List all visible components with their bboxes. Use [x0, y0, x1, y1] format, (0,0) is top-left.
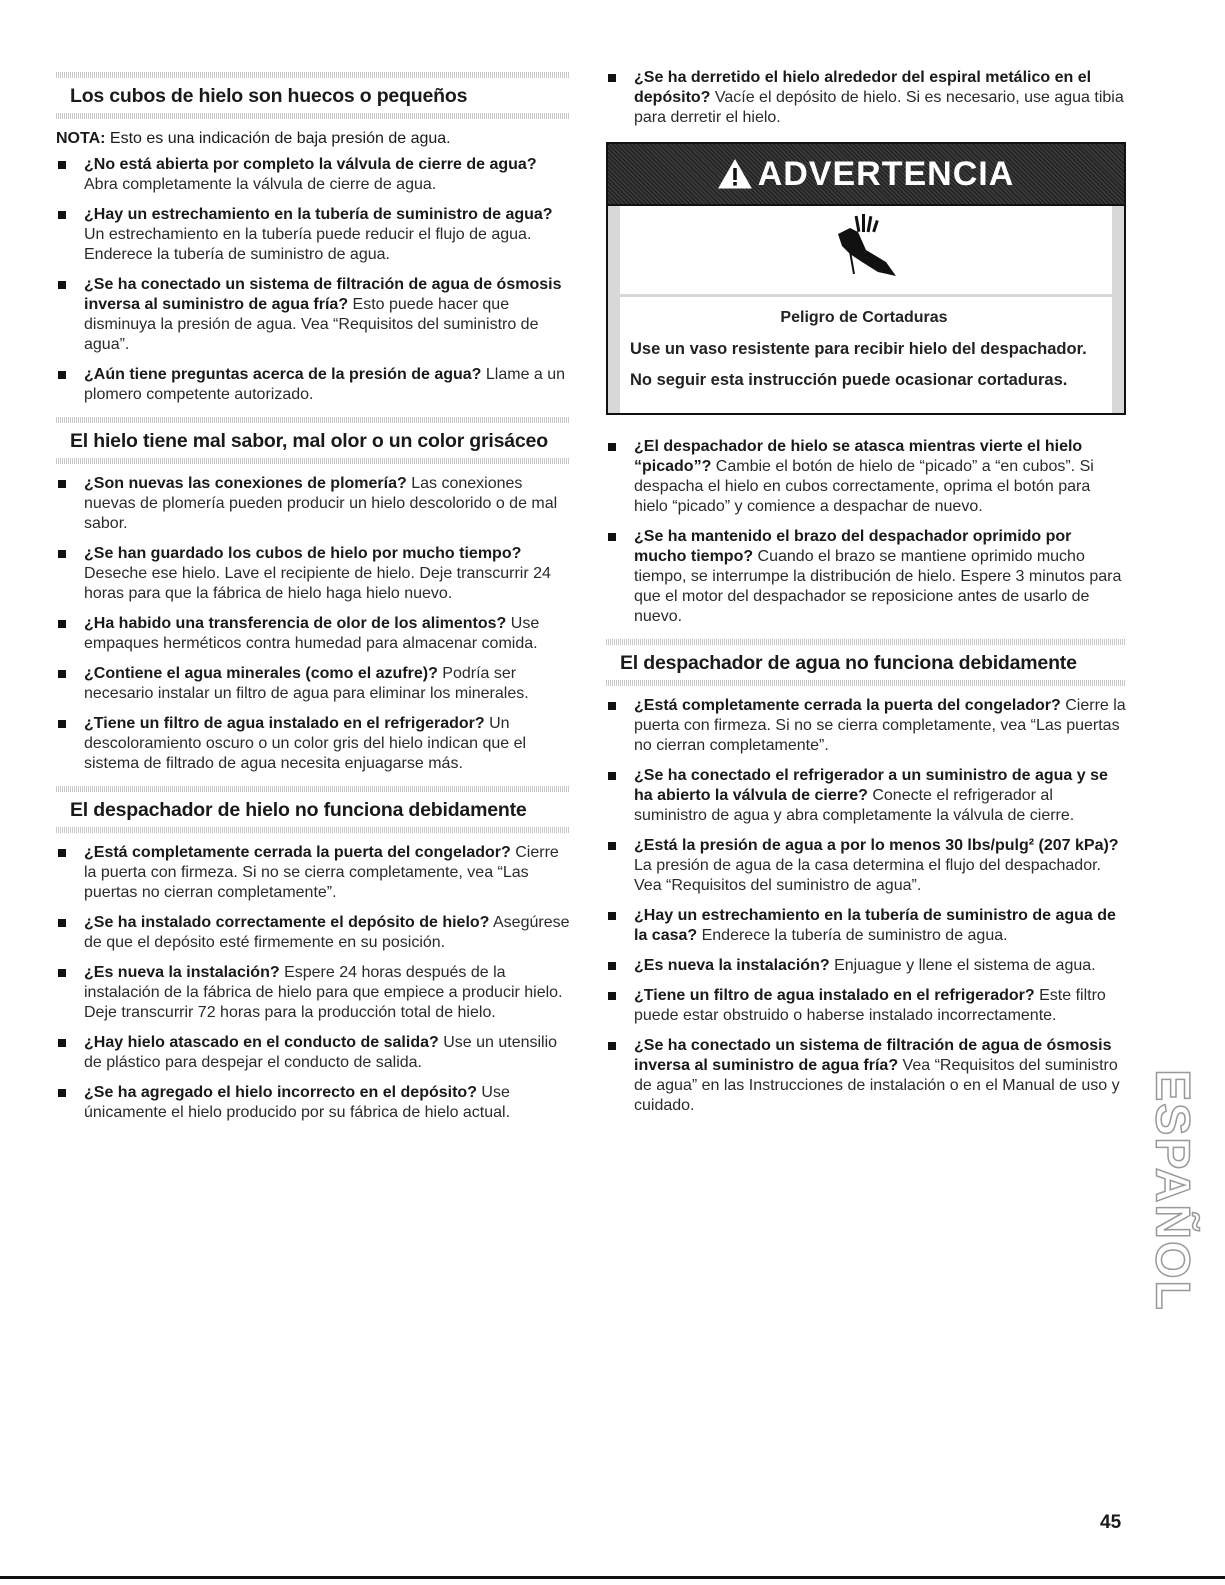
answer: Use empaques herméticos contra humedad para almacenar comida. — [84, 615, 540, 652]
answer: Esto puede hacer que disminuya la presión de agua. Vea “Requisitos del suministro de agua”. — [84, 296, 539, 353]
question: ¿Tiene un filtro de agua instalado en el refrigerador? — [84, 715, 485, 732]
warning-line: Use un vaso resistente para recibir hielo del despachador. — [630, 340, 1087, 358]
answer: Vacíe el depósito de hielo. Si es necesario, use agua tibia para derretir el hielo. — [634, 89, 1124, 126]
answer: Enjuague y llene el sistema de agua. — [829, 957, 1096, 974]
question: ¿Se ha conectado un sistema de filtración de agua de ósmosis inversa al suministro de agua fría? — [84, 276, 562, 313]
bullet — [608, 74, 616, 82]
answer: Use un utensilio de plástico para despejar el conducto de salida. — [84, 1034, 558, 1071]
question: ¿Contiene el agua minerales (como el azufre)? — [84, 665, 438, 682]
list-item — [606, 68, 1126, 128]
answer: Un descoloramiento oscuro o un color gris del hielo indican que el sistema de filtrado de agua necesita enjuagarse más. — [84, 715, 527, 772]
question: ¿Se han guardado los cubos de hielo por mucho tiempo? — [84, 545, 522, 562]
question: ¿Se ha conectado el refrigerador a un suministro de agua y se ha abierto la válvula de cierre? — [634, 767, 1108, 804]
list-item — [606, 696, 1126, 756]
answer: Cuando el brazo se mantiene oprimido mucho tiempo, se interrumpe la distribución de hielo. Espere 3 minutos para que el motor del despachador se reposicione antes de usarlo de nuevo. — [634, 548, 1122, 625]
bullet — [608, 772, 616, 780]
answer: Conecte el refrigerador al suministro de agua y abra completamente la válvula de cierre. — [634, 787, 1075, 824]
warning-box — [606, 142, 1126, 415]
bullet — [58, 919, 66, 927]
list-item — [56, 913, 570, 953]
question: ¿Está completamente cerrada la puerta del congelador? — [634, 697, 1061, 714]
list-item — [56, 843, 570, 903]
bullet — [608, 842, 616, 850]
language-tab-label: ESPAÑOL — [1145, 1068, 1199, 1312]
hazard-icon-area — [620, 206, 1112, 294]
warning-triangle-icon — [718, 159, 752, 189]
bullet — [58, 969, 66, 977]
list — [56, 843, 570, 1123]
answer: Cierre la puerta con firmeza. Si no se cierra completamente, vea “Las puertas no cierran completamente”. — [634, 697, 1126, 754]
question: ¿Hay hielo atascado en el conducto de salida? — [84, 1034, 439, 1051]
bullet — [58, 161, 66, 169]
heading-rule — [56, 113, 570, 119]
question: ¿Tiene un filtro de agua instalado en el refrigerador? — [634, 987, 1035, 1004]
heading-rule — [606, 680, 1126, 686]
warning-body — [608, 206, 1124, 413]
answer: Este filtro puede estar obstruido o haberse instalado incorrectamente. — [634, 987, 1106, 1024]
list — [606, 437, 1126, 627]
bullet — [58, 480, 66, 488]
question: ¿Está completamente cerrada la puerta del congelador? — [84, 844, 511, 861]
section-heading — [56, 786, 570, 833]
answer: Cambie el botón de hielo de “picado” a “en cubos”. Si despacha el hielo en cubos correctamente, oprima el botón para hielo “picado” y comience a despachar de nuevo. — [634, 458, 1094, 515]
answer: Use únicamente el hielo producido por su fábrica de hielo actual. — [84, 1084, 511, 1121]
bullet — [608, 1042, 616, 1050]
answer: Abra completamente la válvula de cierre de agua. — [84, 176, 437, 193]
bullet — [608, 992, 616, 1000]
heading-text: El hielo tiene mal sabor, mal olor o un color grisáceo — [70, 430, 548, 452]
list-item — [56, 714, 570, 774]
bullet — [58, 371, 66, 379]
section-heading — [56, 72, 570, 119]
warning-text — [620, 297, 1112, 413]
answer: Podría ser necesario instalar un filtro de agua para eliminar los minerales. — [84, 665, 529, 702]
list-item — [606, 956, 1126, 976]
warning-header — [608, 144, 1124, 206]
answer: Vea “Requisitos del suministro de agua” en las Instrucciones de instalación o en el Manual de uso y cuidado. — [634, 1057, 1120, 1114]
question: ¿Se ha agregado el hielo incorrecto en el depósito? — [84, 1084, 477, 1101]
note-text: Esto es una indicación de baja presión de agua. — [105, 130, 451, 147]
bullet — [58, 281, 66, 289]
question: ¿Se ha derretido el hielo alrededor del espiral metálico en el depósito? — [634, 69, 1092, 106]
question: ¿Se ha instalado correctamente el depósito de hielo? — [84, 914, 490, 931]
bullet — [58, 720, 66, 728]
bullet — [608, 702, 616, 710]
question: ¿Son nuevas las conexiones de plomería? — [84, 475, 407, 492]
list-item — [56, 1083, 570, 1123]
bullet — [608, 912, 616, 920]
question: ¿Ha habido una transferencia de olor de los alimentos? — [84, 615, 507, 632]
list-item — [56, 155, 570, 195]
list — [606, 68, 1126, 128]
note — [56, 129, 570, 149]
question: ¿Es nueva la instalación? — [634, 957, 830, 974]
language-tab — [1142, 1040, 1202, 1340]
list-item — [56, 544, 570, 604]
page-number: 45 — [1100, 1512, 1122, 1533]
answer: Las conexiones nuevas de plomería pueden producir un hielo descolorido o de mal sabor. — [84, 475, 558, 532]
heading-text: Los cubos de hielo son huecos o pequeños — [70, 85, 468, 107]
question: ¿El despachador de hielo se atasca mientras vierte el hielo “picado”? — [634, 438, 1083, 475]
bullet — [58, 849, 66, 857]
warning-subtitle: Peligro de Cortaduras — [780, 309, 948, 326]
list — [56, 474, 570, 774]
list-item — [606, 527, 1126, 627]
list-item — [56, 365, 570, 405]
heading-rule — [56, 827, 570, 833]
list-item — [606, 1036, 1126, 1116]
note-label: NOTA: — [56, 130, 106, 147]
heading-text: El despachador de hielo no funciona debidamente — [70, 799, 527, 821]
list-item — [56, 664, 570, 704]
heading-rule — [56, 458, 570, 464]
list-item — [606, 906, 1126, 946]
list — [606, 696, 1126, 1116]
answer: Llame a un plomero competente autorizado. — [84, 366, 566, 403]
page-bottom-rule — [0, 1576, 1225, 1579]
list-item — [56, 474, 570, 534]
bullet — [58, 620, 66, 628]
list-item — [56, 275, 570, 355]
question: ¿Aún tiene preguntas acerca de la presión de agua? — [84, 366, 482, 383]
answer: Un estrechamiento en la tubería puede reducir el flujo de agua. Enderece la tubería de suministro de agua. — [84, 226, 532, 263]
cut-hand-icon — [826, 210, 906, 290]
bullet — [608, 533, 616, 541]
answer: Enderece la tubería de suministro de agua. — [697, 927, 1008, 944]
list-item — [56, 205, 570, 265]
answer: Deseche ese hielo. Lave el recipiente de hielo. Deje transcurrir 24 horas para que la fábrica de hielo haga hielo nuevo. — [84, 565, 551, 602]
bullet — [58, 550, 66, 558]
question: ¿Se ha mantenido el brazo del despachador oprimido por mucho tiempo? — [634, 528, 1072, 565]
section-heading — [606, 639, 1126, 686]
list-item — [606, 766, 1126, 826]
list-item — [56, 614, 570, 654]
section-heading — [56, 417, 570, 464]
list-item — [56, 1033, 570, 1073]
bullet — [608, 443, 616, 451]
bullet — [58, 1089, 66, 1097]
heading-text: El despachador de agua no funciona debidamente — [620, 652, 1077, 674]
answer: Asegúrese de que el depósito esté firmemente en su posición. — [84, 914, 570, 951]
question: ¿Es nueva la instalación? — [84, 964, 280, 981]
right-column — [606, 60, 1126, 1126]
warning-line: No seguir esta instrucción puede ocasionar cortaduras. — [630, 371, 1068, 389]
question: ¿Está la presión de agua a por lo menos 30 lbs/pulg² (207 kPa)? — [634, 837, 1119, 854]
bullet — [608, 962, 616, 970]
answer: Espere 24 horas después de la instalación de la fábrica de hielo para que empiece a producir hielo. Deje transcurrir 72 horas para la producción total de hielo. — [84, 964, 563, 1021]
list-item — [606, 836, 1126, 896]
list — [56, 155, 570, 405]
list-item — [606, 986, 1126, 1026]
question: ¿No está abierta por completo la válvula de cierre de agua? — [84, 156, 537, 173]
bullet — [58, 211, 66, 219]
warning-title: ADVERTENCIA — [757, 154, 1015, 193]
question: ¿Hay un estrechamiento en la tubería de suministro de agua? — [84, 206, 553, 223]
answer: Cierre la puerta con firmeza. Si no se cierra completamente, vea “Las puertas no cierran completamente”. — [84, 844, 559, 901]
question: ¿Se ha conectado un sistema de filtración de agua de ósmosis inversa al suministro de agua fría? — [634, 1037, 1112, 1074]
bullet — [58, 1039, 66, 1047]
answer: La presión de agua de la casa determina el flujo del despachador. Vea “Requisitos del suministro de agua”. — [634, 857, 1101, 894]
left-column — [56, 60, 570, 1133]
question: ¿Hay un estrechamiento en la tubería de suministro de agua de la casa? — [634, 907, 1116, 944]
list-item — [606, 437, 1126, 517]
list-item — [56, 963, 570, 1023]
bullet — [58, 670, 66, 678]
